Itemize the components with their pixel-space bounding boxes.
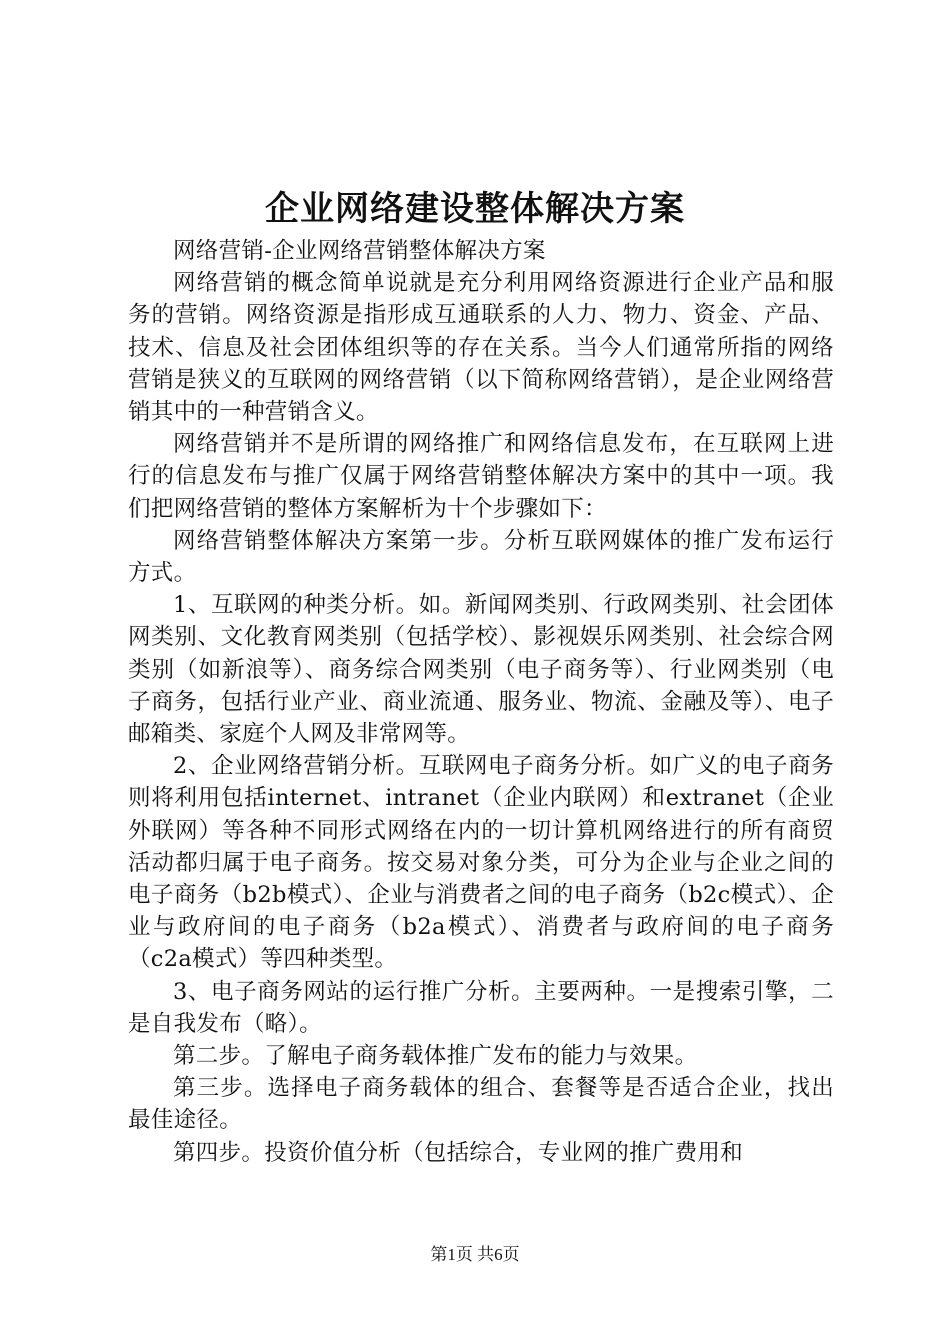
- document-body: [128, 235, 834, 1169]
- page-footer: [0, 1243, 950, 1267]
- document-title: 企业网络建设整体解决方案: [265, 189, 685, 229]
- paragraph: 3、电子商务网站的运行推广分析。主要两种。一是搜索引擎，二是自我发布（略）。: [128, 978, 834, 1037]
- paragraph: 第四步。投资价值分析（包括综合，专业网的推广费用和: [173, 1139, 744, 1166]
- paragraph: 第三步。选择电子商务载体的组合、套餐等是否适合企业，找出最佳途径。: [128, 1075, 834, 1134]
- paragraph: 1、互联网的种类分析。如。新闻网类别、行政网类别、社会团体网类别、文化教育网类别（包括学校）、影视娱乐网类别、社会综合网类别（如新浪等）、商务综合网类别（电子商务等）、行业网类别（电子商务，包括行业产业、商业流通、服务业、物流、金融及等）、电子邮箱类、家庭个人网及非常网等。: [128, 592, 834, 748]
- paragraph: 网络营销整体解决方案第一步。分析互联网媒体的推广发布运行方式。: [128, 527, 834, 587]
- paragraph: 第二步。了解电子商务载体推广发布的能力与效果。: [173, 1043, 698, 1070]
- paragraph-subtitle: 网络营销-企业网络营销整体解决方案: [173, 238, 546, 264]
- paragraph: 网络营销并不是所谓的网络推广和网络信息发布，在互联网上进行的信息发布与推广仅属于网络营销整体解决方案中的其中一项。我们把网络营销的整体方案解析为十个步骤如下：: [128, 431, 834, 522]
- page-number: 第1页 共6页: [430, 1245, 520, 1264]
- paragraph: 2、企业网络营销分析。互联网电子商务分析。如广义的电子商务则将利用包括internet、intranet（企业内联网）和extranet（企业外联网）等各种不同形式网络在内的一切计算机网络进行的所有商贸活动都归属于电子商务。按交易对象分类，可分为企业与企业之间的电子商务（b2b模式）、企业与消费者之间的电子商务（b2c模式）、企业与政府间的电子商务（b2a模式）、消费者与政府间的电子商务（c2a模式）等四种类型。: [128, 753, 834, 973]
- paragraph: 网络营销的概念简单说就是充分利用网络资源进行企业产品和服务的营销。网络资源是指形成互通联系的人力、物力、资金、产品、技术、信息及社会团体组织等的存在关系。当今人们通常所指的网络营销是狭义的互联网的网络营销（以下简称网络营销），是企业网络营销其中的一种营销含义。: [128, 270, 834, 426]
